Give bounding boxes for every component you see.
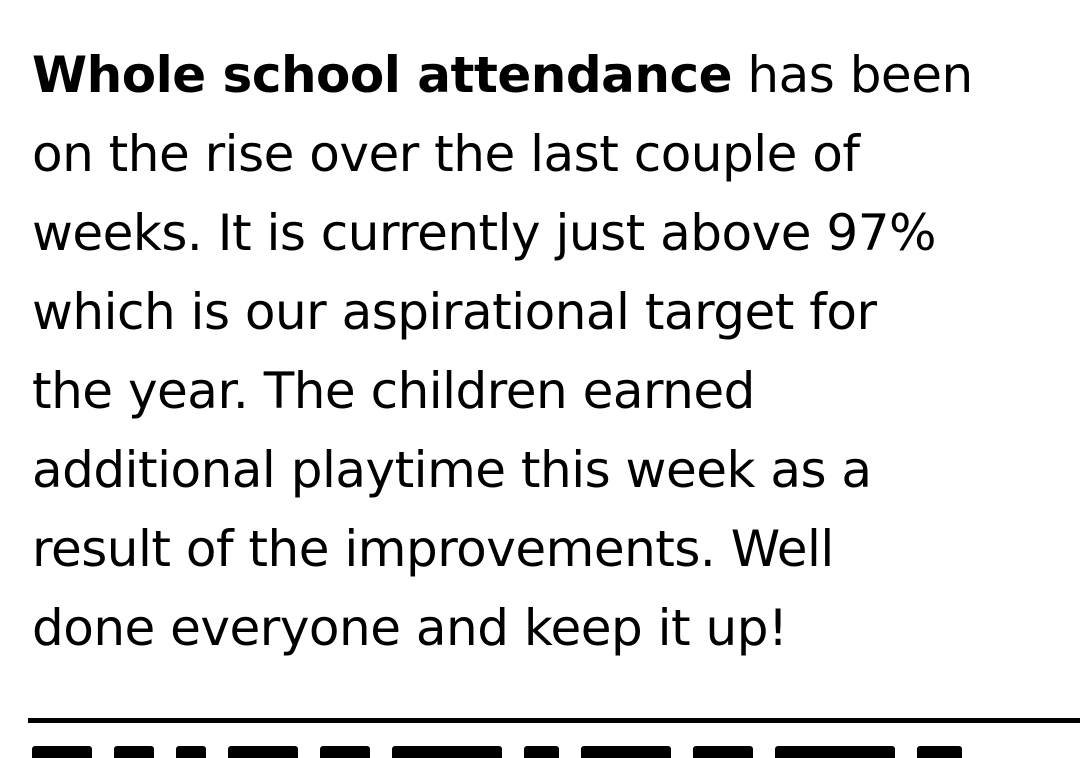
paragraph-line-7: result of the improvements. Well (32, 520, 834, 578)
paragraph-line-3: weeks. It is currently just above 97% (32, 204, 937, 262)
cut-off-next-heading (32, 746, 1080, 758)
paragraph-line-6: additional playtime this week as a (32, 441, 872, 499)
paragraph-line-4: which is our aspirational target for (32, 283, 877, 341)
paragraph-line-5: the year. The children earned (32, 362, 755, 420)
section-divider (28, 718, 1080, 723)
article-paragraph (32, 36, 1072, 668)
headline-bold-text: Whole school attendance (32, 46, 733, 104)
paragraph-line-2: on the rise over the last couple of (32, 125, 860, 183)
paragraph-line-1 (32, 36, 1072, 115)
paragraph-line-8: done everyone and keep it up! (32, 599, 788, 657)
line-text: has been (732, 46, 973, 104)
